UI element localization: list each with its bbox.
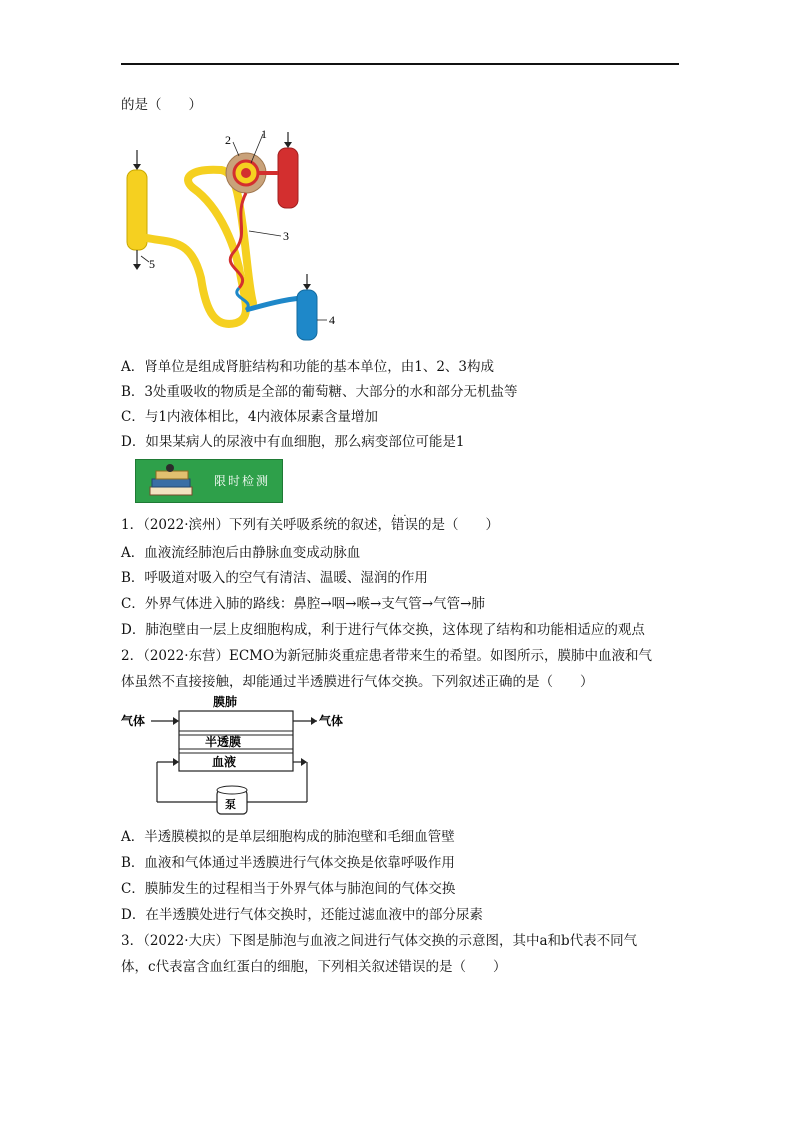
ecmo-diagram <box>121 694 351 816</box>
option-a: A．肾单位是组成肾脏结构和功能的基本单位，由1、2、3构成 <box>121 359 495 375</box>
membrane-lung-title: 膜肺 <box>213 695 238 709</box>
gas-out-label: 气体 <box>319 714 344 728</box>
q3-stem-line1: 3．（2022·大庆）下图是肺泡与血液之间进行气体交换的示意图，其中a和b代表不同气 <box>121 933 638 949</box>
renal-artery <box>278 148 298 208</box>
q2-option-a: A．半透膜模拟的是单层细胞构成的肺泡壁和毛细血管壁 <box>121 829 455 845</box>
q1-stem: 1．（2022·滨州）下列有关呼吸系统的叙述，· · 错误的是（ ） <box>121 515 499 535</box>
label-3: 3 <box>283 229 289 243</box>
label-1: 1 <box>261 128 267 141</box>
option-d: D．如果某病人的尿液中有血细胞，那么病变部位可能是1 <box>121 434 465 450</box>
option-c: C．与1内液体相比，4内液体尿素含量增加 <box>121 409 379 425</box>
q1-option-c: C．外界气体进入肺的路线：鼻腔→咽→喉→支气管→气管→肺 <box>121 596 485 612</box>
gas-in-label: 气体 <box>121 714 146 728</box>
emphasis-dots: · · 错误 <box>391 517 418 533</box>
q2-option-c: C．膜肺发生的过程相当于外界气体与肺泡间的气体交换 <box>121 881 456 897</box>
q2-option-b: B．血液和气体通过半透膜进行气体交换是依靠呼吸作用 <box>121 855 455 871</box>
label-4: 4 <box>329 313 335 327</box>
option-b: B．3处重吸收的物质是全部的葡萄糖、大部分的水和部分无机盐等 <box>121 384 518 400</box>
q3-stem-line2: 体，c代表富含血红蛋白的细胞，下列相关叙述错误的是（ ） <box>121 959 507 975</box>
blood-label: 血液 <box>212 755 237 769</box>
renal-vein <box>297 290 317 340</box>
q2-stem-line2: 体虽然不直接接触，却能通过半透膜进行气体交换。下列叙述正确的是（ ） <box>121 674 594 690</box>
q1-option-b: B．呼吸道对吸入的空气有清洁、温暖、湿润的作用 <box>121 570 428 586</box>
renal-tubule <box>147 170 246 324</box>
q1-option-a: A．血液流经肺泡后由静脉血变成动脉血 <box>121 545 361 561</box>
label-5: 5 <box>149 257 155 271</box>
banner-label: 限时检测 <box>214 474 271 488</box>
label-2: 2 <box>225 133 231 147</box>
header-rule <box>121 63 679 65</box>
nephron-figure <box>121 128 361 348</box>
books-icon <box>142 461 202 501</box>
question-stem-tail: 的是（ ） <box>121 97 202 113</box>
q1-option-d: D．肺泡壁由一层上皮细胞构成，利于进行气体交换，这体现了结构和功能相适应的观点 <box>121 622 645 638</box>
semipermeable-membrane-label: 半透膜 <box>205 735 242 749</box>
q2-option-d: D．在半透膜处进行气体交换时，还能过滤血液中的部分尿素 <box>121 907 483 923</box>
section-banner <box>135 459 283 503</box>
pump-label: 泵 <box>225 798 236 811</box>
q2-stem-line1: 2．（2022·东营）ECMO为新冠肺炎重症患者带来生的希望。如图所示，膜肺中血液和气 <box>121 648 653 664</box>
